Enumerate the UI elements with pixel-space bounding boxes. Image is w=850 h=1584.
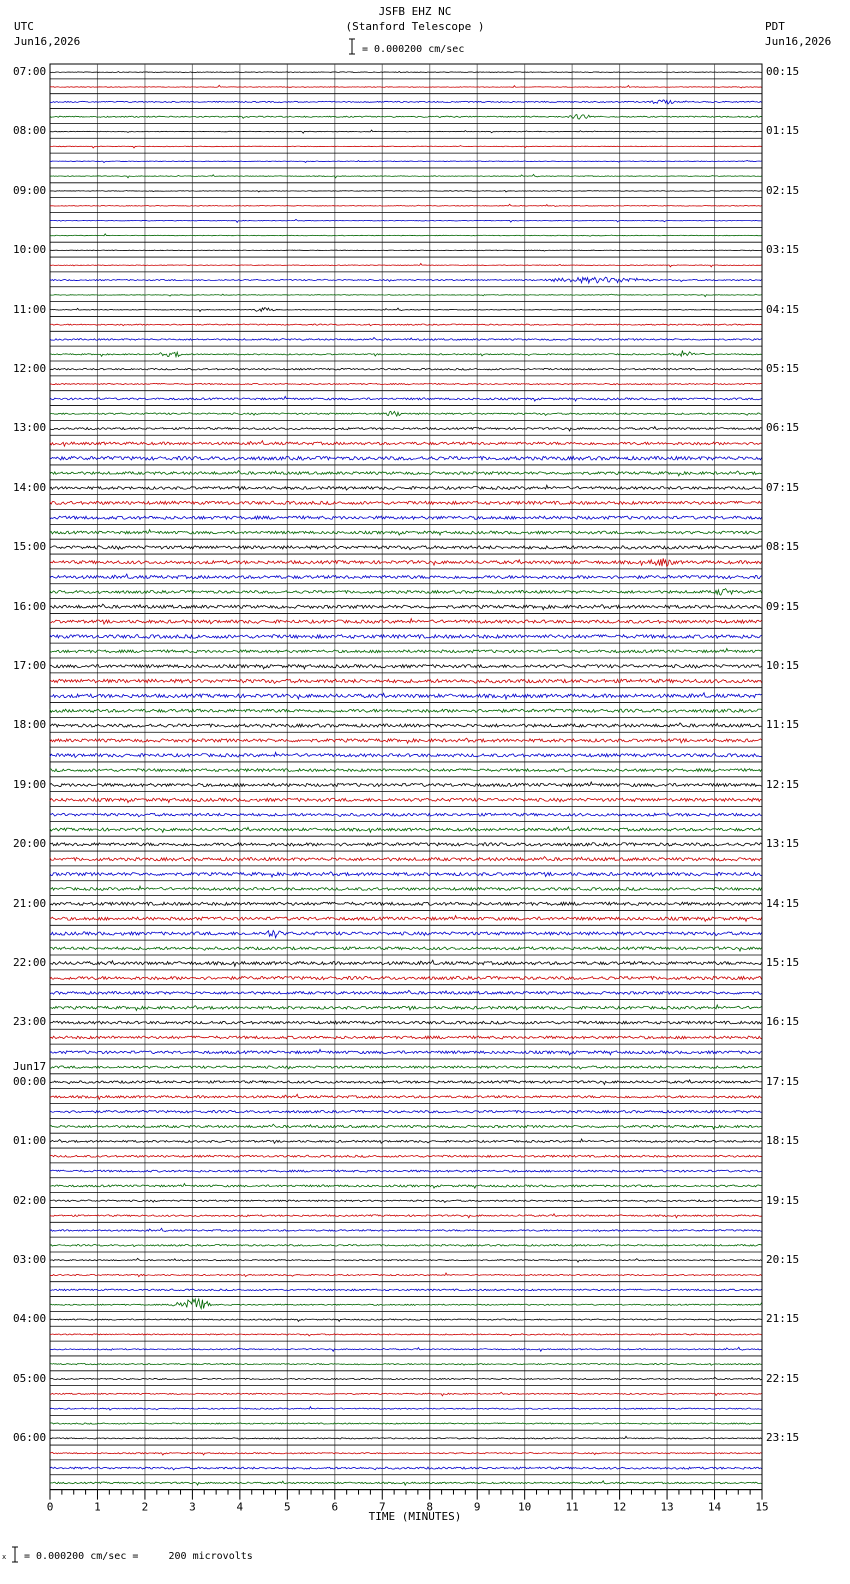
seismic-trace [50,738,762,743]
footer-scale-label: = 0.000200 cm/sec = 200 microvolts [24,1551,253,1562]
utc-hour-label: 17:00 [13,659,47,672]
x-tick-label: 3 [189,1500,196,1514]
seismic-trace [50,250,762,251]
seismic-trace [50,1436,762,1439]
pdt-hour-label: 15:15 [766,956,800,969]
utc-hour-label: 12:00 [13,362,47,375]
seismic-trace [50,648,762,652]
footer-marker-icon [2,1546,22,1567]
seismic-traces [50,71,762,1485]
seismic-trace [50,558,762,566]
x-tick-label: 7 [378,1500,386,1514]
seismic-trace [50,1319,762,1322]
right-timezone: PDT [765,20,785,33]
utc-hour-label: 07:00 [13,65,47,78]
seismic-trace [50,427,762,431]
seismic-trace [50,635,762,639]
x-tick-label: 15 [755,1500,769,1514]
seismic-trace [50,546,762,550]
seismic-trace [50,1094,762,1099]
seismic-trace [50,723,762,727]
scale-label: = 0.000200 cm/sec [362,44,465,55]
seismic-trace [50,693,762,699]
seismic-trace [50,960,762,966]
seismic-trace [50,85,762,88]
seismic-trace [50,947,762,951]
seismic-trace [50,1392,762,1396]
pdt-hour-label: 21:15 [766,1312,800,1326]
seismic-trace [50,782,762,787]
seismic-trace [50,1467,762,1470]
pdt-hour-label: 19:15 [766,1193,800,1207]
pdt-hour-label: 22:15 [766,1371,800,1385]
seismic-trace [50,990,762,994]
x-tick-label: 13 [660,1500,674,1514]
seismic-trace [50,1423,762,1424]
pdt-hour-label: 11:15 [766,718,800,732]
utc-hour-label: 21:00 [13,896,47,910]
seismic-trace [50,872,762,877]
seismic-trace [50,1258,762,1262]
seismic-trace [50,1036,762,1039]
seismic-trace [50,456,762,460]
seismic-trace [50,857,762,861]
pdt-hour-label: 00:15 [766,65,800,78]
x-tick-label: 1 [94,1500,101,1514]
seismic-trace [50,843,762,846]
seismic-trace [50,1110,762,1113]
seismic-trace [50,350,762,356]
seismic-trace [50,338,762,341]
seismic-trace [50,204,762,206]
seismic-trace [50,976,762,979]
seismic-trace [50,1347,762,1351]
seismic-trace [50,1155,762,1157]
seismic-trace [50,308,762,312]
seismic-trace [50,1334,762,1336]
utc-hour-label: 06:00 [13,1431,47,1445]
pdt-hour-label: 13:15 [766,837,800,851]
right-date: Jun16,2026 [765,35,832,48]
pdt-hour-label: 07:15 [766,480,800,494]
seismic-trace [50,1170,762,1172]
utc-hour-label: 00:00 [13,1074,47,1088]
seismic-trace [50,813,762,816]
seismic-trace [50,1214,762,1218]
utc-hour-label: 16:00 [13,599,47,613]
seismic-trace [50,827,762,833]
seismic-trace [50,1200,762,1203]
utc-hour-label: 09:00 [13,183,47,197]
left-date: Jun16,2026 [14,35,81,48]
pdt-hour-label: 01:15 [766,124,800,138]
seismic-trace [50,115,762,120]
x-tick-label: 2 [141,1500,149,1514]
seismic-trace [50,798,762,802]
pdt-hour-label: 03:15 [766,243,800,257]
seismic-trace [50,574,762,579]
seismic-trace [50,190,762,192]
utc-hour-label: 13:00 [13,421,47,435]
seismic-trace [50,665,762,669]
pdt-hour-label: 12:15 [766,777,800,791]
seismic-trace [50,679,762,683]
seismic-trace [50,263,762,266]
utc-hour-label: 01:00 [13,1134,47,1148]
seismic-trace [50,1407,762,1411]
utc-hour-label: 04:00 [13,1312,47,1326]
pdt-hour-label: 08:15 [766,540,800,554]
seismic-trace [50,368,762,370]
pdt-hour-label: 14:15 [766,896,800,910]
seismic-trace [50,1183,762,1188]
seismic-trace [50,619,762,624]
pdt-hour-label: 09:15 [766,599,800,613]
x-tick-label: 5 [284,1500,291,1514]
utc-hour-label: 22:00 [13,956,47,969]
seismic-trace [50,709,762,712]
seismic-trace [50,441,762,447]
seismic-trace [50,931,762,938]
seismic-trace [50,752,762,757]
seismic-trace [50,100,762,104]
seismic-trace [50,71,762,72]
utc-hour-label: 05:00 [13,1371,47,1385]
pdt-hour-label: 17:15 [766,1074,800,1088]
seismic-trace [50,769,762,772]
seismic-trace [50,146,762,148]
seismic-trace [50,383,762,384]
utc-hour-label: 11:00 [13,302,47,316]
plot-grid [50,64,762,1490]
seismic-trace [50,530,762,535]
seismic-trace [50,604,762,610]
seismic-trace [50,589,762,596]
seismic-trace [50,1139,762,1143]
x-tick-label: 0 [46,1500,54,1514]
station-title: JSFB EHZ NC [378,5,452,18]
seismic-trace [50,1005,762,1011]
day-change-label: Jun17 [13,1059,47,1073]
seismic-trace [50,516,762,519]
seismic-trace [50,485,762,490]
seismic-trace [50,1049,762,1054]
seismic-trace [50,1273,762,1277]
utc-hour-label: 10:00 [13,243,47,257]
seismic-trace [50,886,762,890]
seismic-trace [50,1481,762,1485]
utc-hour-label: 03:00 [13,1253,47,1266]
utc-hour-label: 19:00 [13,777,47,791]
seismic-trace [50,1289,762,1291]
seismic-trace [50,174,762,177]
seismic-trace [50,902,762,905]
seismic-trace [50,294,762,296]
seismic-trace [50,234,762,236]
seismic-trace [50,396,762,401]
pdt-hour-label: 02:15 [766,183,800,197]
seismic-trace [50,1299,762,1309]
utc-hour-label: 02:00 [13,1193,47,1207]
seismic-trace [50,916,762,922]
seismic-trace [50,160,762,162]
location-title: (Stanford Telescope ) [345,20,485,33]
x-tick-label: 11 [565,1500,579,1514]
pdt-hour-label: 20:15 [766,1253,800,1266]
x-tick-label: 12 [612,1500,627,1514]
x-tick-label: 8 [426,1500,434,1514]
svg-text:x: x [2,1553,7,1561]
pdt-hour-label: 18:15 [766,1134,800,1148]
x-tick-label: 6 [331,1500,339,1514]
seismic-trace [50,1228,762,1231]
utc-hour-label: 18:00 [13,718,47,732]
seismic-trace [50,1021,762,1024]
seismic-trace [50,277,762,283]
x-tick-label: 4 [236,1500,244,1514]
utc-hour-label: 23:00 [13,1015,47,1029]
pdt-hour-label: 16:15 [766,1015,800,1029]
seismic-trace [50,1080,762,1085]
seismic-trace [50,471,762,476]
utc-hour-label: 15:00 [13,540,47,554]
x-tick-label: 9 [473,1500,481,1514]
seismic-trace [50,1244,762,1246]
pdt-hour-label: 05:15 [766,362,800,375]
pdt-hour-label: 10:15 [766,659,800,672]
seismic-trace [50,411,762,416]
x-axis-title: TIME (MINUTES) [368,1510,462,1523]
left-timezone: UTC [14,20,34,33]
seismic-trace [50,324,762,326]
utc-hour-label: 20:00 [13,837,47,851]
utc-hour-label: 14:00 [13,480,47,494]
seismic-trace [50,1377,762,1380]
seismic-trace [50,1066,762,1069]
pdt-hour-label: 23:15 [766,1431,800,1445]
seismic-trace [50,130,762,133]
seismic-trace [50,1452,762,1455]
seismic-trace [50,1363,762,1365]
seismic-trace [50,501,762,504]
pdt-hour-label: 06:15 [766,421,800,435]
seismic-trace [50,1124,762,1129]
seismic-trace [50,219,762,222]
pdt-hour-label: 04:15 [766,302,800,316]
utc-hour-label: 08:00 [13,124,47,138]
x-tick-label: 14 [707,1500,722,1514]
x-tick-label: 10 [518,1500,532,1514]
